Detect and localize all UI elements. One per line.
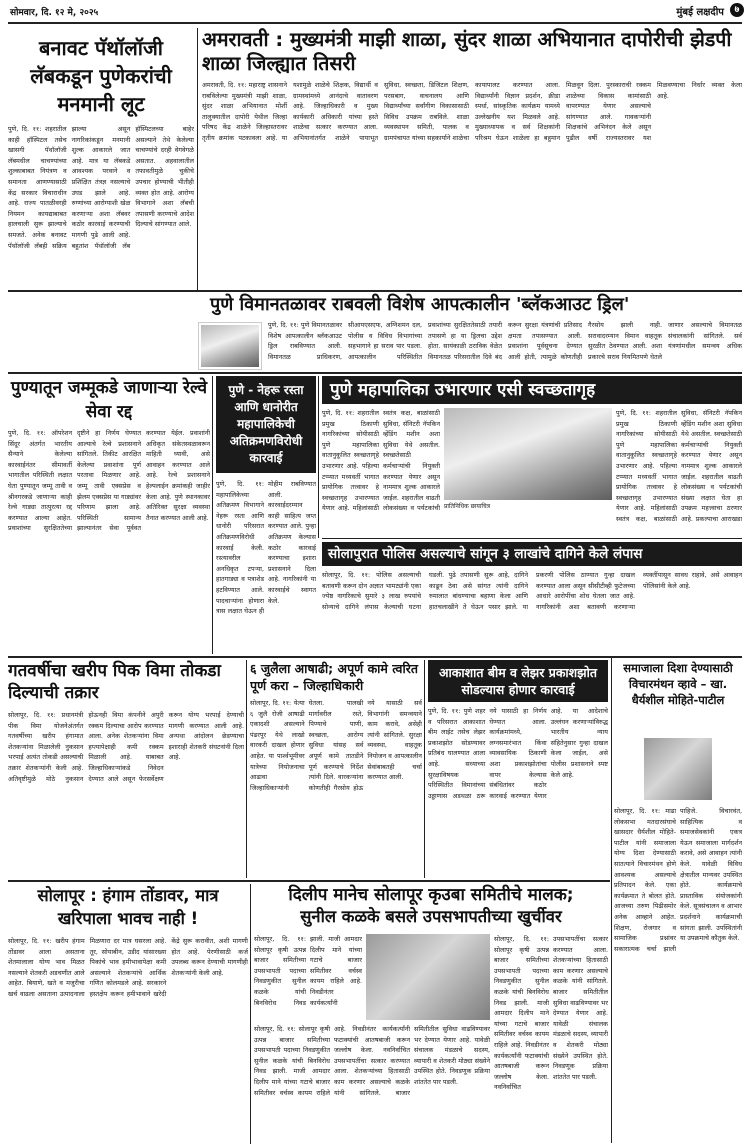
story-body: पुणे, दि. ११: पुणे शहर व परिसरात आकाशात बीम लाईट तसेच लेझर प्रकाशझोत सोडण्यावर प्रतिबंध घालण्यात आला आहे. सध्याच्या सुरक्षाविषयक परिस्थितीत विमानांच्या उड्डाणास अडथळा ठरू नये यासाठी हा निर्णय घेण्यात आला. कार्यक्रमांमध्ये, लग्नसमारंभात किंवा व्यावसायिक ठिकाणी अशा प्रकाशझोतांचा वापर केल्यास संबंधितांवर कठोर कारवाई करण्यात येणार आहे. या आदेशाचे उल्लंघन करणाऱ्यांविरुद्ध भारतीय न्याय संहितेनुसार गुन्हा दाखल केला जाईल, असे पोलीस प्रशासनाने स्पष्ट केले आहे.: [428, 707, 608, 800]
headline: आकाशात बीम व लेझर प्रकाशझोत सोडल्यास होणार कारवाई: [428, 660, 608, 702]
headline-1: दिलीप मानेच सोलापूर कृउबा समितीचे मालक;: [288, 885, 574, 905]
story-body: सोलापूर, दि. ११: पोलिस असल्याची बतावणी करून दोन अज्ञात भामट्यांनी एका ज्येष्ठ नागरिकाचे सुमारे ३ लाख रुपयांचे सोन्याचे दागिने लंपास केल्याची घटना घडली. पुढे तपासणी सुरू आहे, दागिने काढून ठेवा असे सांगत त्यांनी दागिने रुमालात बांधण्याचा बहाणा केला आणि हातचलाखीने ते घेऊन पसार झाले. या प्रकरणी पोलिस ठाण्यात गुन्हा दाखल करण्यात आला असून सीसीटीव्ही फुटेजच्या आधारे आरोपींचा शोध घेतला जात आहे. नागरिकांनी अशा बतावणी करणाऱ्या व्यक्तींपासून सावध राहावे, असे आवाहन पोलिसांनी केले आहे.: [322, 571, 742, 611]
headline: ६ जुलैला आषाढी; अपूर्ण कामे त्वरित पूर्ण करा – जिल्हाधिकारी: [250, 661, 418, 693]
story-body: अमरावती, दि. ११: महाराष्ट्र शासनाने राबविलेल्या मुख्यमंत्री माझी शाळा, सुंदर शाळा अभियानात मोर्शी तालुक्यातील दापोरी येथील जिल्हा परिषद केंद्र शाळेने जिल्हास्तरावर तृतीय क्रमांक पटकावला आहे. या यशामुळे शाळेचे शिक्षक, विद्यार्थी व ग्रामस्थांमध्ये आनंदाचे वातावरण आहे. जिल्हाधिकारी व मुख्य कार्यकारी अधिकारी यांच्या हस्ते शाळेचा सत्कार करण्यात आला. अभियानांतर्गत शाळेने पायाभूत सुविधा, स्वच्छता, डिजिटल शिक्षण, परसबाग, वाचनालय आणि विद्यार्थ्यांच्या सर्वांगीण विकासासाठी विविध उपक्रम राबविले. शाळा व्यवस्थापन समिती, पालक व ग्रामपंचायत यांच्या सहकार्याने शाळेचा कायापालट करण्यात आला. विद्यार्थ्यांनी विज्ञान प्रदर्शन, क्रीडा स्पर्धा, सांस्कृतिक कार्यक्रम यामध्ये उल्लेखनीय यश मिळवले आहे. मुख्याध्यापक व सर्व शिक्षकांनी परिश्रम घेऊन शाळेला हा बहुमान मिळवून दिला. पुरस्काराची रक्कम शाळेच्या विकास कामांसाठी वापरण्यात येणार असल्याचे सांगण्यात आले. गावकऱ्यांनी शिक्षकांचे अभिनंदन केले असून पुढील वर्षी राज्यस्तरावर यश मिळवण्याचा निर्धार व्यक्त केला आहे.: [202, 81, 742, 142]
story-body: पुणे, दि. ११: शहरातील प्रमुख ठिकाणी नागरिकांच्या सोयीसाठी पुणे महापालिका वातानुकूलित स्वच्छतागृहे उभारणार आहे. पहिल्या टप्प्यात मध्यवर्ती भागात प्रायोगिक तत्त्वावर हे स्वच्छतागृह उभारण्यात येणार आहे. महिलांसाठी स्वतंत्र कक्ष, बाळांसाठी सुविधा, सॅनिटरी नॅपकिन व्हेंडिंग मशीन अशा सुविधा येथे असतील. स्वच्छतेसाठी कर्मचाऱ्यांची नियुक्ती करण्यात येणार असून नाममात्र शुल्क आकारले जाईल. शहरातील वाढती लोकसंख्या व पर्यटकांची: [322, 409, 440, 513]
paper-name: मुंबई लक्षदीप: [676, 7, 724, 18]
photo-caption: प्रातिनिधिक छायाचित्र: [444, 503, 491, 510]
story-body: पुणे, दि. ११: महापालिकेच्या अतिक्रमण विभागाने नेहरू रस्ता आणि धानोरी परिसरात अतिक्रमणविरोधी कारवाई केली. रस्त्यावरील अनधिकृत टपऱ्या, हातगाड्या व पत्राशेड हटविण्यात आले. पादचाऱ्यांना होणारा त्रास लक्षात घेऊन ही मोहीम राबविण्यात आली. कारवाईदरम्यान काही साहित्य जप्त करण्यात आले. पुन्हा अतिक्रमण केल्यास कठोर कारवाई करण्याचा इशारा प्रशासनाने दिला आहे. नागरिकांनी या कारवाईचे स्वागत केले.: [216, 480, 316, 616]
headline: पुणे - नेहरू रस्ता आणि धानोरीत महापालिकेची अतिक्रमणविरोधी कारवाई: [216, 376, 316, 473]
story-railway: [8, 376, 210, 652]
story-body: सोलापूर, दि. ११: प्रधानमंत्री पीक विमा योजनेअंतर्गत गतवर्षीच्या खरीप हंगामात शेतकऱ्यांना मिळालेली नुकसान भरपाई अत्यंत तोकडी असल्याची तक्रार शेतकऱ्यांनी केली आहे. अतिवृष्टीमुळे मोठे नुकसान होऊनही विमा कंपनीने अपुरी रक्कम दिल्याचा आरोप करण्यात आला. अनेक शेतकऱ्यांना विमा हप्त्यापेक्षाही कमी रक्कम मिळाली आहे. याबाबत जिल्हाधिकाऱ्यांकडे निवेदन देण्यात आले असून फेरसर्वेक्षण करून योग्य भरपाई देण्याची मागणी करण्यात आली आहे. अन्यथा आंदोलन छेडण्याचा इशाराही शेतकरी संघटनांनी दिला आहे.: [8, 711, 244, 783]
headline: पुण्यातून जम्मूकडे जाणाऱ्या रेल्वे सेवा रद्द: [10, 378, 208, 422]
story-body: सोलापूर, दि. ११: खरीप हंगाम तोंडावर आला असताना शेतमालाला योग्य भाव मिळत नसल्याने शेतकरी अडचणीत आले आहेत. बियाणे, खते व मजुरीचा खर्च वाढला असताना उत्पादनाला मिळणारा दर मात्र घसरला आहे. तूर, सोयाबीन, उडीद यांसारख्या पिकांचे भाव हमीभावापेक्षा कमी असल्याने शेतकऱ्यांचे आर्थिक गणित कोलमडले आहे. सरकारने हस्तक्षेप करून हमीभावाने खरेदी केंद्रे सुरू करावीत, अशी मागणी होत आहे. पेरणीसाठी कर्ज उपलब्ध करून देण्याची मागणीही शेतकऱ्यांनी केली आहे.: [8, 937, 248, 998]
story-body-lower: सोलापूर, दि. ११: सोलापूर कृषी उत्पन्न बाजार समितीच्या उपसभापती पदाच्या निवडणुकीत सुनील कळके यांची बिनविरोध निवड झाली. माजी आमदार दिलीप माने यांच्या गटाचे बाजार समितीवर वर्चस्व कायम राहिले आहे. निवडीनंतर कार्यकर्त्यांनी फटाक्यांची आतषबाजी करून जल्लोष केला. नवनिर्वाचित उपसभापतींचा सत्कार करण्यात आला. शेतकऱ्यांच्या हितासाठी काम करणार असल्याचे कळके यांनी सांगितले. बाजार समितीतील सुविधा वाढविण्यावर भर देण्यात येणार आहे. यावेळी संचालक मंडळाचे सदस्य, व्यापारी व शेतकरी मोठ्या संख्येने उपस्थित होते. निवडणूक प्रक्रिया शांततेत पार पडली.: [254, 1025, 490, 1097]
story-body: पुणे, दि. ११: ऑपरेशन सिंदूर अंतर्गत भारतीय सैन्याने केलेल्या कारवाईनंतर सीमावर्ती भागातील परिस्थिती लक्षात घेता पुण्यातून जम्मू तावी व श्रीनगरकडे जाणाऱ्या काही रेल्वे गाड्या तात्पुरत्या रद्द करण्यात आल्या आहेत. प्रवाशांच्या सुरक्षिततेच्या दृष्टीने हा निर्णय घेण्यात आल्याचे रेल्वे प्रशासनाने सांगितले. तिकीट आरक्षित केलेल्या प्रवाशांना पूर्ण परतावा मिळणार आहे. जम्मू तावी एक्सप्रेस व झेलम एक्सप्रेस या गाड्यांवर परिणाम झाला आहे. परिस्थिती सामान्य झाल्यानंतर सेवा पूर्ववत करण्यात येईल. प्रवाशांनी अधिकृत संकेतस्थळावरून माहिती घ्यावी, असे आवाहन करण्यात आले आहे. रेल्वे प्रशासनाने हेल्पलाईन क्रमांकही जाहीर केला आहे. पुणे स्थानकावर अतिरिक्त सुरक्षा व्यवस्था तैनात करण्यात आली आहे.: [8, 429, 210, 533]
story-ashadhi: [250, 660, 422, 876]
story-solapur-season: [8, 884, 248, 1144]
headline: गतवर्षीचा खरीप पिक विमा तोकडा दिल्याची तक्रार: [8, 661, 221, 703]
dilip-mane-photo: [366, 934, 490, 1020]
story-solapur-police: [322, 542, 742, 654]
headline-2: सुनील कळके बसले उपसभापतीच्या खुर्चीवर: [300, 907, 562, 926]
story-crop-insurance: [8, 660, 244, 876]
story-dilip-mane: [254, 884, 608, 1144]
samajala-photo: [644, 738, 712, 800]
story-amravati: [202, 28, 742, 278]
masthead: [0, 0, 750, 22]
toilet-photo: [444, 408, 612, 500]
headline: बनावट पॅथॉलॉजी लॅबकडून पुणेकरांची मनमानी लूट: [30, 36, 172, 116]
story-ac-toilet: [322, 376, 742, 536]
airport-photo-box: [198, 322, 262, 370]
story-beam: [428, 660, 608, 876]
story-airport: [198, 292, 742, 370]
story-body: सोलापूर, दि. ११: येत्या ६ जुलै रोजी आषाढी एकादशी असल्याने पंढरपूर येथे लाखो वारकरी दाखल होणार आहेत. या पार्श्वभूमीवर यात्रेच्या नियोजनाचा आढावा जिल्हाधिकाऱ्यांनी घेतला. पालखी मार्गावरील रस्ते, पिण्याचे पाणी, स्वच्छता, आरोग्य सुविधा यांसह सर्व अपूर्ण कामे तातडीने पूर्ण करण्याचे निर्देश त्यांनी दिले. वारकऱ्यांना कोणतीही गैरसोय होऊ नये यासाठी सर्व विभागांनी समन्वयाने काम करावे, असेही त्यांनी सांगितले. सुरक्षा व्यवस्था, वाहतूक नियोजन व आपत्कालीन सेवांबाबतही चर्चा करण्यात आली.: [250, 699, 422, 792]
airport-photo: [201, 325, 259, 367]
date-line: सोमवार, दि. १२ मे, २०२५: [10, 8, 99, 18]
story-body: सोलापूर, दि. ११: माढा लोकसभा मतदारसंघाचे खासदार धैर्यशील मोहिते-पाटील यांनी समाजाला योग्य दिशा देण्यासाठी सातत्याने विचारमंथन होणे आवश्यक असल्याचे प्रतिपादन केले. एका कार्यक्रमात ते बोलत होते. आजच्या तरुण पिढीसमोर अनेक आव्हाने आहेत. शिक्षण, रोजगार व सामाजिक प्रश्नांवर सकारात्मक चर्चा झाली पाहिजे. विचारवंत, साहित्यिक व समाजसेवकांनी एकत्र येऊन समाजाला मार्गदर्शन करावे, असे आवाहन त्यांनी केले. यावेळी विविध क्षेत्रातील मान्यवर उपस्थित होते. कार्यक्रमाचे प्रास्ताविक संयोजकांनी केले. सूत्रसंचालन व आभार प्रदर्शनाने कार्यक्रमाची सांगता झाली. उपस्थितांनी या उपक्रमाचे कौतुक केले.: [614, 807, 742, 953]
headline: पुणे महापालिका उभारणार एसी स्वच्छतागृह: [322, 376, 742, 404]
story-samajala: [614, 660, 742, 1146]
story-pathology: [8, 28, 194, 286]
story-body: पुणे, दि. ११: पुणे विमानतळावर विशेष आपत्कालीन ब्लॅकआउट ड्रिल राबविण्यात आली. विमानतळ प्राधिकरण, सीआयएसएफ, अग्निशमन दल, पोलीस व विविध विभागांच्या सहभागाने हा सराव पार पडला. आपत्कालीन परिस्थितीत प्रवाशांच्या सुरक्षिततेसाठी तयारी तपासणे हा या ड्रिलचा उद्देश होता. सायंकाळी ठराविक वेळेत विमानतळ परिसरातील दिवे बंद करून सुरक्षा यंत्रणांची प्रतिसाद क्षमता तपासण्यात आली. प्रवाशांना पूर्वसूचना देण्यात आली होती, त्यामुळे कोणतीही गैरसोय झाली नाही. सरावादरम्यान विमान वाहतूक सुरळीत ठेवण्यात आली. अशा प्रकारचे सराव नियमितपणे घेतले जाणार असल्याचे विमानतळ संचालकांनी सांगितले. सर्व यंत्रणांमधील समन्वय अधिक: [268, 321, 742, 361]
headline: सोलापूर : हंगाम तोंडावर, मात्र खरिपाला भावच नाही !: [37, 886, 219, 928]
headline: पुणे विमानतळावर राबवली विशेष आपत्कालीन 'ब्लॅकआउट ड्रिल': [210, 294, 630, 315]
story-body: पुणे, दि. ११: शहरातील काही हॉस्पिटल तसेच खासगी पॅथॉलॉजी लॅबमधील चाचण्यांच्या शुल्काबाबत नियंत्रण व समानता आणण्यासाठी केंद्र सरकार विचाराधीन आहे. राज्य पातळीवरही नियमन कायद्याबाबत हालचाली सुरू झाल्याचे समजते. अनेक बनावट पॅथॉलॉजी लॅबही सक्रिय झाल्या असून नागरिकांकडून मनमानी शुल्क आकारले जात आहे. मात्र या लॅबकडे आवश्यक परवाने व प्रशिक्षित तंत्रज्ञ नसल्याचे उघड झाले आहे. रुग्णांच्या आरोग्याशी खेळ करणाऱ्या अशा लॅबवर कठोर कारवाई करण्याची मागणी पुढे आली आहे. बहुतांश पॅथॉलॉजी लॅब हॉस्पिटलच्या बाहेर असल्याने तेथे केलेल्या चाचण्यांचे दरही वेगवेगळे असतात. अहवालातील तफावतीमुळे चुकीचे उपचार होण्याची भीतीही व्यक्त होत आहे. आरोग्य विभागाने अशा लॅबची तपासणी करण्याचे आदेश दिल्याचे सांगण्यात आले.: [8, 125, 194, 250]
page-number: ७: [730, 3, 744, 17]
story-body: सोलापूर, दि. ११: सोलापूर कृषी उत्पन्न बाजार समितीच्या उपसभापती पदाच्या निवडणुकीत सुनील कळके यांची बिनविरोध निवड झाली. माजी आमदार दिलीप माने यांच्या गटाचे बाजार समितीवर वर्चस्व कायम राहिले आहे. निवडीनंतर कार्यकर्त्यांनी: [254, 935, 362, 1007]
headline: अमरावती : मुख्यमंत्री माझी शाळा, सुंदर शाळा अभियानात दापोरीची झेडपी शाळा जिल्ह्यात तिसरी: [202, 28, 732, 75]
headline: सोलापुरात पोलिस असल्याचे सांगून ३ लाखांचे दागिने केले लंपास: [322, 542, 742, 566]
story-body-continued: पुणे, दि. ११: शहरातील प्रमुख ठिकाणी नागरिकांच्या सोयीसाठी पुणे महापालिका वातानुकूलित स्वच्छतागृहे उभारणार आहे. पहिल्या टप्प्यात मध्यवर्ती भागात प्रायोगिक तत्त्वावर हे स्वच्छतागृह उभारण्यात येणार आहे. महिलांसाठी स्वतंत्र कक्ष, बाळांसाठी सुविधा, सॅनिटरी नॅपकिन व्हेंडिंग मशीन अशा सुविधा येथे असतील. स्वच्छतेसाठी कर्मचाऱ्यांची नियुक्ती करण्यात येणार असून नाममात्र शुल्क आकारले जाईल. शहरातील वाढती लोकसंख्या व पर्यटकांची संख्या लक्षात घेता हा उपक्रम महत्त्वाचा ठरणार आहे. प्रकल्पाचा आराखडा: [616, 409, 742, 523]
headline: समाजाला दिशा देण्यासाठी विचारमंथन व्हावे – खा. धैर्यशील मोहिते-पाटील: [623, 661, 733, 707]
story-encroachment: [216, 376, 316, 652]
story-body-continued: सोलापूर, दि. ११: सोलापूर कृषी उत्पन्न बाजार समितीच्या उपसभापती पदाच्या निवडणुकीत सुनील कळके यांची बिनविरोध निवड झाली. माजी आमदार दिलीप माने यांच्या गटाचे बाजार समितीवर वर्चस्व कायम राहिले आहे. निवडीनंतर कार्यकर्त्यांनी फटाक्यांची आतषबाजी करून जल्लोष केला. नवनिर्वाचित उपसभापतींचा सत्कार करण्यात आला. शेतकऱ्यांच्या हितासाठी काम करणार असल्याचे कळके यांनी सांगितले. बाजार समितीतील सुविधा वाढविण्यावर भर देण्यात येणार आहे. यावेळी संचालक मंडळाचे सदस्य, व्यापारी व शेतकरी मोठ्या संख्येने उपस्थित होते. निवडणूक प्रक्रिया शांततेत पार पडली.: [494, 935, 608, 1092]
